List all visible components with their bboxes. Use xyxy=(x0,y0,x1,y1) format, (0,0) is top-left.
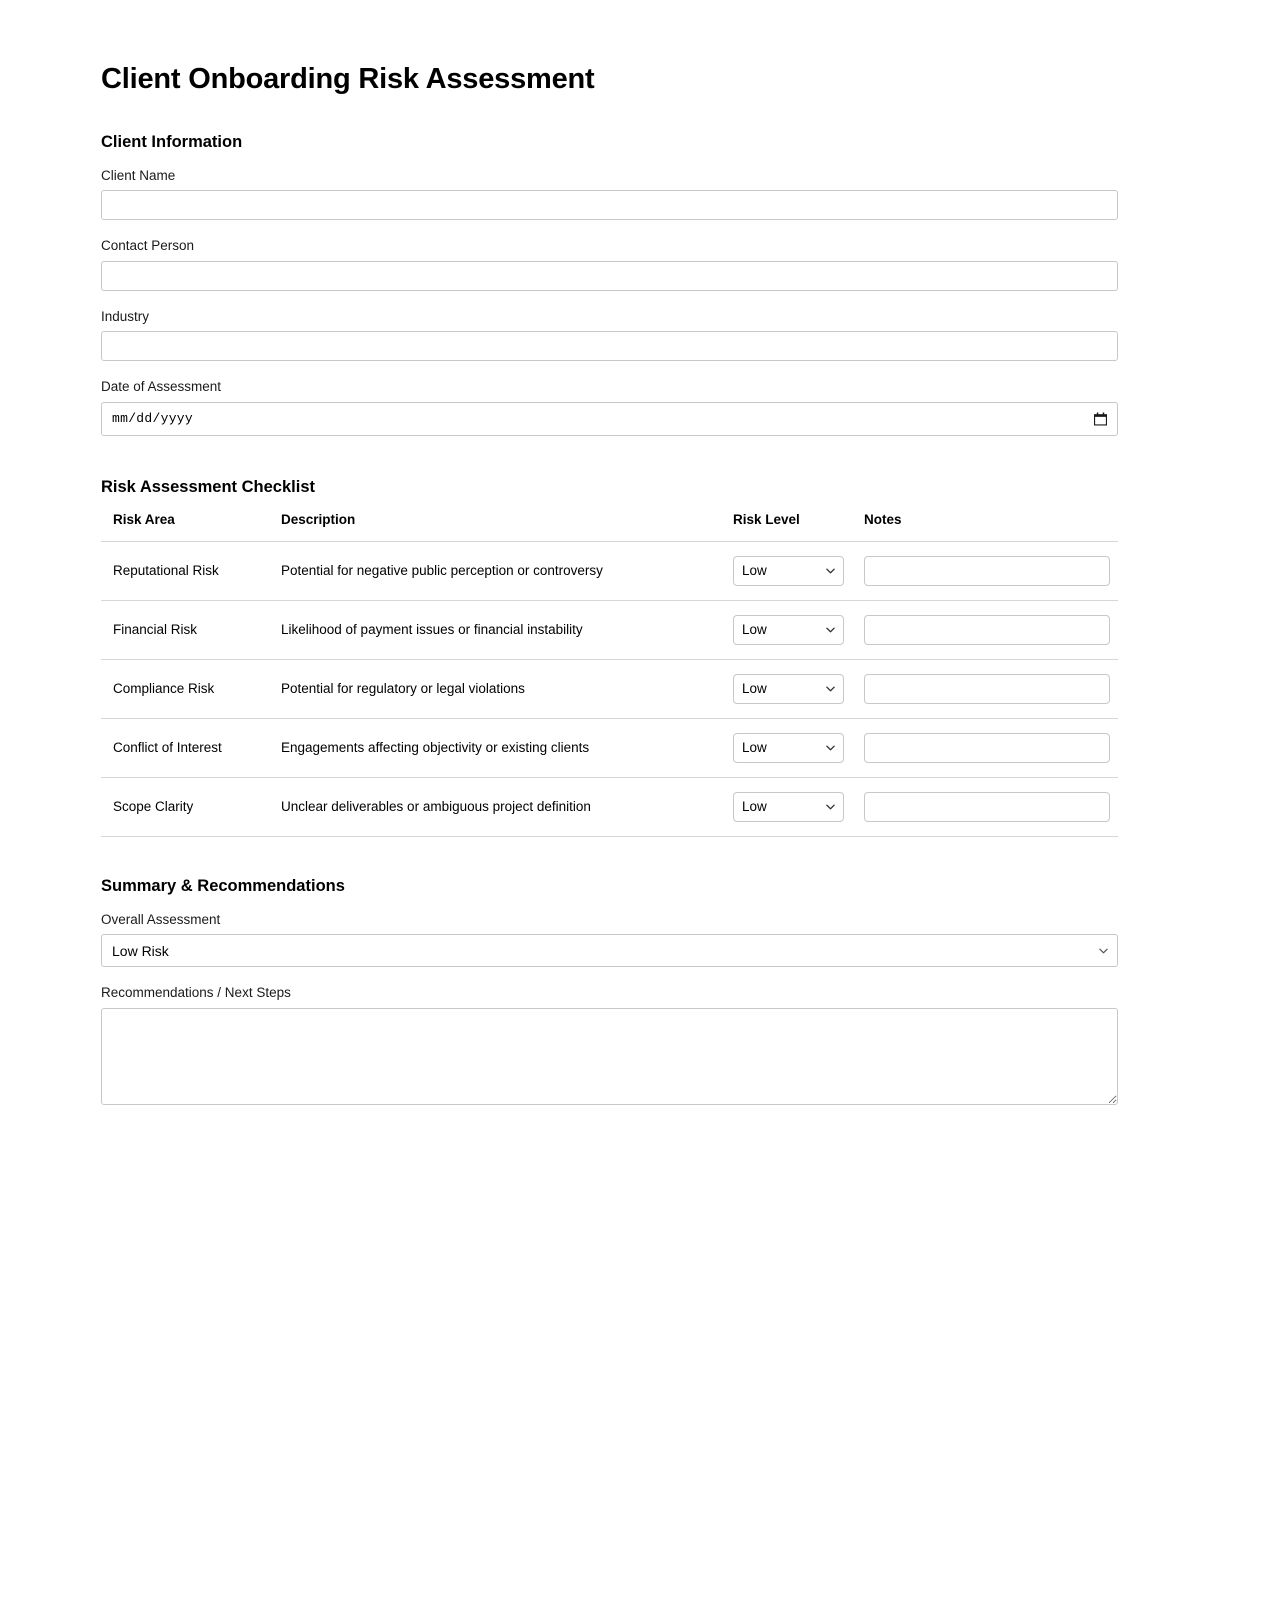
notes-cell xyxy=(852,600,1118,659)
notes-input[interactable] xyxy=(864,556,1110,586)
table-header-row xyxy=(101,512,1118,542)
risk-level-cell xyxy=(721,777,852,836)
risk-description-cell: Unclear deliverables or ambiguous project definition xyxy=(269,777,721,836)
risk-description-cell: Engagements affecting objectivity or existing clients xyxy=(269,718,721,777)
risk-checklist-section xyxy=(101,478,1118,837)
risk-description-cell: Potential for negative public perception or controversy xyxy=(269,541,721,600)
risk-level-select[interactable] xyxy=(733,674,844,704)
risk-level-select-wrapper xyxy=(733,615,844,645)
table-row xyxy=(101,600,1118,659)
notes-input[interactable] xyxy=(864,674,1110,704)
date-of-assessment-field-group xyxy=(101,378,1118,436)
overall-assessment-label: Overall Assessment xyxy=(101,911,221,927)
risk-level-cell xyxy=(721,541,852,600)
industry-field-group xyxy=(101,308,1118,362)
overall-assessment-field-group xyxy=(101,911,1118,968)
client-name-input[interactable] xyxy=(101,190,1118,220)
risk-area-cell: Reputational Risk xyxy=(101,541,269,600)
risk-level-select[interactable] xyxy=(733,615,844,645)
risk-area-cell: Financial Risk xyxy=(101,600,269,659)
risk-description-cell: Likelihood of payment issues or financial instability xyxy=(269,600,721,659)
column-header-risk-area: Risk Area xyxy=(101,512,269,542)
overall-assessment-select[interactable] xyxy=(101,934,1118,967)
risk-level-cell xyxy=(721,600,852,659)
risk-level-select-wrapper xyxy=(733,556,844,586)
date-of-assessment-label: Date of Assessment xyxy=(101,379,222,395)
contact-person-field-group xyxy=(101,237,1118,291)
notes-input[interactable] xyxy=(864,615,1110,645)
recommendations-field-group xyxy=(101,984,1118,1105)
risk-level-select[interactable] xyxy=(733,556,844,586)
risk-level-select[interactable] xyxy=(733,792,844,822)
client-information-section xyxy=(101,133,1118,436)
table-body xyxy=(101,541,1118,836)
industry-input[interactable] xyxy=(101,331,1118,361)
risk-assessment-table xyxy=(101,512,1118,837)
risk-area-cell: Compliance Risk xyxy=(101,659,269,718)
column-header-description: Description xyxy=(269,512,721,542)
notes-cell xyxy=(852,541,1118,600)
calendar-icon[interactable] xyxy=(1094,412,1107,425)
risk-level-select-wrapper xyxy=(733,674,844,704)
risk-description-cell: Potential for regulatory or legal violations xyxy=(269,659,721,718)
risk-level-cell xyxy=(721,659,852,718)
column-header-notes: Notes xyxy=(852,512,1118,542)
notes-cell xyxy=(852,718,1118,777)
contact-person-input[interactable] xyxy=(101,261,1118,291)
summary-section xyxy=(101,877,1118,1105)
table-row xyxy=(101,659,1118,718)
risk-area-cell: Conflict of Interest xyxy=(101,718,269,777)
page-title: Client Onboarding Risk Assessment xyxy=(101,63,595,95)
column-header-risk-level: Risk Level xyxy=(721,512,852,542)
notes-input[interactable] xyxy=(864,733,1110,763)
overall-assessment-wrapper xyxy=(101,934,1118,967)
risk-level-select-wrapper xyxy=(733,733,844,763)
industry-label: Industry xyxy=(101,308,150,324)
contact-person-label: Contact Person xyxy=(101,238,195,254)
risk-level-select[interactable] xyxy=(733,733,844,763)
notes-cell xyxy=(852,777,1118,836)
recommendations-label: Recommendations / Next Steps xyxy=(101,985,291,1001)
date-placeholder-text: mm/dd/yyyy xyxy=(112,411,194,427)
risk-area-cell: Scope Clarity xyxy=(101,777,269,836)
notes-input[interactable] xyxy=(864,792,1110,822)
date-of-assessment-input[interactable] xyxy=(101,402,1118,436)
table-row xyxy=(101,541,1118,600)
client-information-heading: Client Information xyxy=(101,132,243,151)
table-header xyxy=(101,512,1118,542)
risk-level-select-wrapper xyxy=(733,792,844,822)
table-row xyxy=(101,777,1118,836)
risk-level-cell xyxy=(721,718,852,777)
risk-checklist-heading: Risk Assessment Checklist xyxy=(101,477,315,496)
date-input-wrapper xyxy=(101,402,1118,436)
client-name-field-group xyxy=(101,167,1118,221)
notes-cell xyxy=(852,659,1118,718)
client-name-label: Client Name xyxy=(101,167,176,183)
summary-heading: Summary & Recommendations xyxy=(101,876,345,895)
recommendations-textarea[interactable] xyxy=(101,1008,1118,1105)
table-row xyxy=(101,718,1118,777)
